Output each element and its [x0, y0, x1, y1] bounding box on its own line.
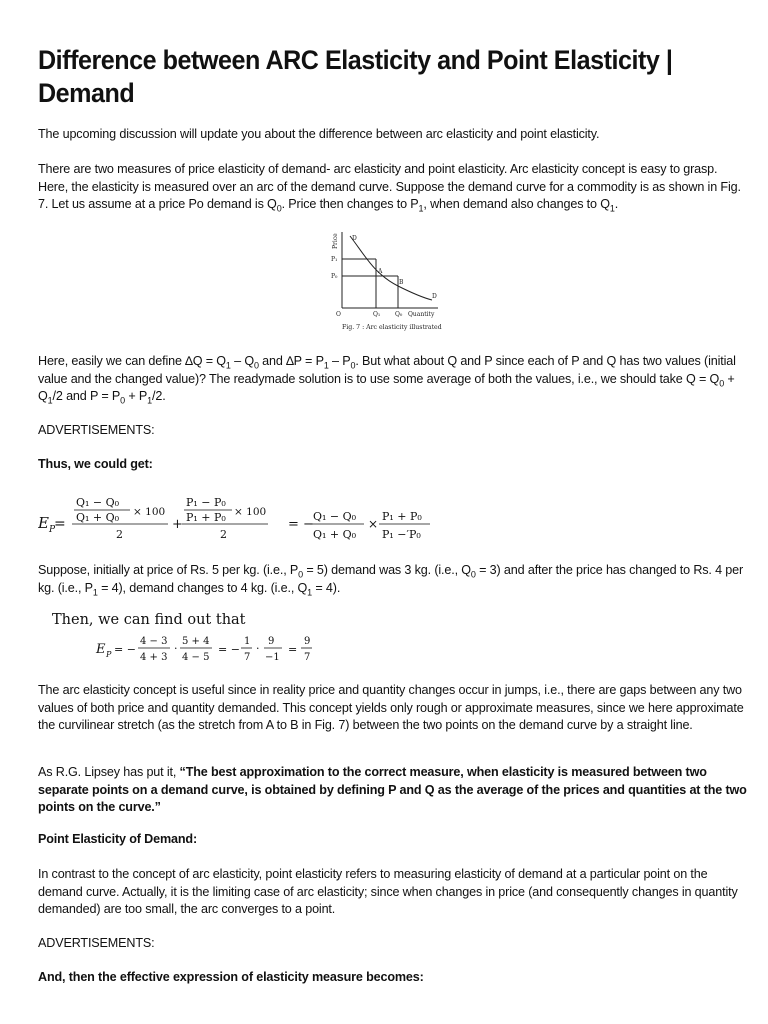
svg-text:=: =: [54, 516, 66, 532]
then-heading: Then, we can find out that: [52, 612, 246, 628]
svg-text:2: 2: [220, 528, 227, 541]
svg-text:9: 9: [304, 636, 311, 647]
svg-text:5 + 4: 5 + 4: [182, 636, 210, 647]
paragraph-lipsey-quote: As R.G. Lipsey has put it, “The best approximation to the correct measure, when elasticity is measured between two separate points on a demand curve, is obtained by defining P and Q as the average of the prices and quantities at the two points on the curve.”: [38, 765, 747, 814]
paragraph-example: Suppose, initially at price of Rs. 5 per kg. (i.e., $P_0 = 5$) demand was 3 kg. (i.e., $Q_0 = 3$) and after the price has changed to Rs. 4 per kg. (i.e., $P_1 = 4$), demand changes to 4 kg. (i.e., $Q_1 = 4$).: [38, 563, 744, 598]
demand-curve: [350, 236, 432, 300]
page-title: Difference between ARC Elasticity and Point Elasticity | Demand: [38, 45, 673, 108]
label-p1: P₁: [331, 256, 338, 263]
paragraph-point-elasticity: In contrast to the concept of arc elasticity, point elasticity refers to measuring elasticity of demand at a particular point on the demand curve. Actually, it is the limiting case of arc elasticity; since when changes in price (and consequently changes in quantity demanded) are too small, the arc converges to a point.: [38, 867, 738, 916]
svg-text:7: 7: [244, 652, 251, 663]
svg-text:P: P: [49, 525, 56, 535]
svg-text:2: 2: [116, 528, 123, 541]
label-b: B: [399, 279, 404, 286]
svg-text:+: +: [172, 517, 183, 532]
label-p0: P₀: [331, 273, 338, 280]
formula1-num2: P₁ − P₀: [186, 496, 226, 509]
final-statement: And, then the effective expression of elasticity measure becomes:: [38, 970, 424, 984]
y-axis-label: Price: [332, 233, 339, 249]
thus-heading: Thus, we could get:: [38, 457, 153, 471]
svg-text:1: 1: [244, 636, 251, 647]
formula1-num3: Q₁ − Q₀: [313, 510, 357, 523]
label-a: A: [378, 268, 383, 275]
svg-text:E: E: [96, 642, 106, 657]
label-origin: O: [336, 311, 341, 318]
svg-text:7: 7: [304, 652, 311, 663]
advertisement-label-2: ADVERTISEMENTS:: [38, 936, 155, 950]
formula1-num4: P₁ + P₀: [382, 510, 422, 523]
svg-text:× 100: × 100: [234, 506, 267, 518]
svg-text:9: 9: [268, 636, 275, 647]
svg-text:=: =: [288, 643, 298, 656]
advertisement-label: ADVERTISEMENTS:: [38, 423, 155, 437]
label-q1: Q₁: [373, 311, 381, 318]
paragraph-arc-intro: There are two measures of price elasticity of demand- arc elasticity and point elasticity. Arc elasticity concept is easy to grasp. Here, the elasticity is measured over an arc of the demand curve. Suppose the demand curve for a commodity is as shown in Fig. 7. Let us assume at a price Po demand is $Q_0$. Price then changes to $P_1$, when demand also changes to $Q_1$.: [38, 162, 741, 214]
formula1-den1: Q₁ + Q₀: [76, 511, 120, 524]
formula1-num1: Q₁ − Q₀: [76, 496, 120, 509]
label-q0: Q₀: [395, 311, 403, 318]
svg-text:−1: −1: [265, 652, 280, 663]
label-d-bottom: D: [432, 293, 437, 300]
svg-text:P: P: [106, 650, 112, 659]
svg-text:= −: = −: [114, 643, 136, 656]
svg-text:×: ×: [368, 517, 379, 531]
example-calculation: [48, 606, 368, 668]
svg-text:·: ·: [174, 642, 178, 655]
svg-text:× 100: × 100: [133, 506, 166, 518]
paragraph-define-delta: Here, easily we can define $\Delta Q = Q_1 - Q_0$ and $\Delta P = P_1 - P_0$. But what about Q and P since each of P and Q has two values (initial value and the changed value)? The readymade solution is to use some average of both the values, i.e., we should take $Q = Q_0 + Q_1/2$ and $P = P_0 + P_1/2$.: [38, 354, 736, 406]
label-d-top: D: [352, 235, 357, 242]
figure-caption: Fig. 7 : Arc elasticity illustrated: [342, 324, 442, 331]
intro-paragraph: The upcoming discussion will update you about the difference between arc elasticity and point elasticity.: [38, 127, 600, 141]
svg-text:4 − 5: 4 − 5: [182, 652, 210, 663]
ep-symbol: E: [38, 514, 49, 532]
lipsey-quote: “The best approximation to the correct measure, when elasticity is measured between two separate points on a demand curve, is obtained by defining P and Q as the average of the prices and quantities at the two points on the curve.”: [38, 765, 747, 814]
svg-text:·: ·: [256, 642, 260, 655]
formula1-den2: P₁ + P₀: [186, 511, 226, 524]
arc-elasticity-figure: [328, 228, 458, 334]
x-axis-label: Quantity: [408, 311, 435, 318]
section-heading-point-elasticity: Point Elasticity of Demand:: [38, 832, 197, 846]
formula1-den4: P₁ −′P₀: [382, 528, 421, 541]
paragraph-arc-usefulness: The arc elasticity concept is useful since in reality price and quantity changes occur in jumps, i.e., there are gaps between any two values of both price and quantity demanded. This concept yields only rough or approximate measures, since we here approximate the curvilinear stretch (as the stretch from A to B in Fig. 7) between the two points on the demand curve by a straight line.: [38, 683, 744, 732]
svg-text:= −: = −: [218, 643, 240, 656]
svg-text:= −: = −: [288, 517, 314, 532]
formula1-den3: Q₁ + Q₀: [313, 528, 357, 541]
arc-elasticity-formula: [38, 488, 438, 550]
svg-text:4 − 3: 4 − 3: [140, 636, 168, 647]
svg-text:4 + 3: 4 + 3: [140, 652, 168, 663]
